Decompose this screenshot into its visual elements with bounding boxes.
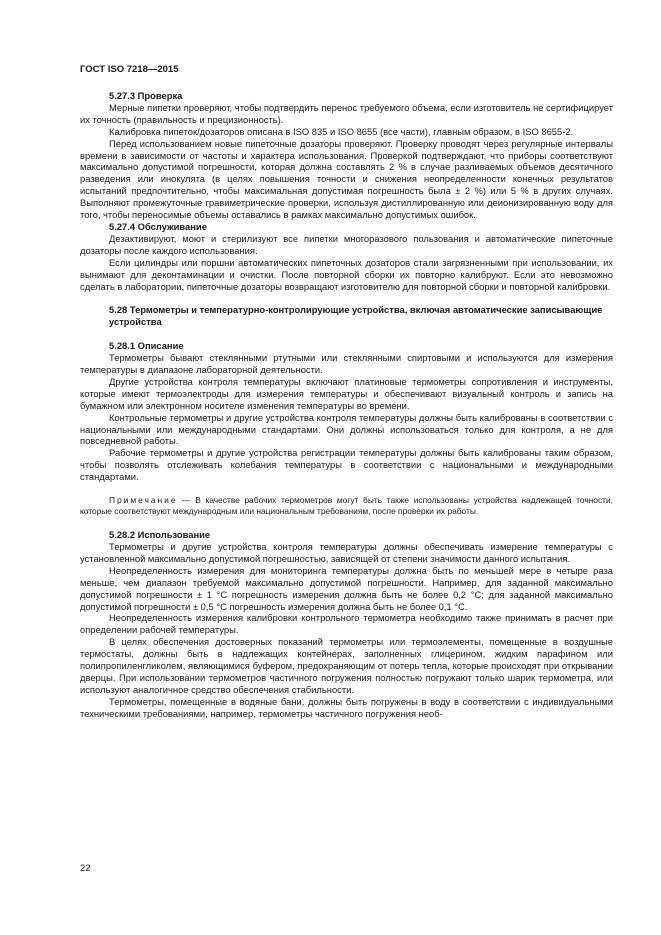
note-label: Примечание: [109, 495, 178, 506]
paragraph: Термометры и другие устройства контроля температуры должны обеспечивать измерение температуры с установленной максимально допустимой погрешностью, зависящей от степени значимости данного испытания.: [80, 541, 613, 564]
spacer: [80, 292, 613, 304]
paragraph: В целях обеспечения достоверных показаний термометры или термоэлементы, помещенные в воздушные термостаты, должны быть в надлежащих контейнерах, заполненных глицерином, жидким парафином или полипропиленгликолем, являющимися буфером, предохраняющим от потерь тепла, которые происходят при открывании дверцы. При использовании термометров частичного погружения полностью погружают только шарик термометра, или используют аналогичное средство обеспечения стабильности.: [80, 636, 613, 695]
paragraph: Неопределенность измерения для мониторинга температуры должна быть по меньшей мере в четыре раза меньше, чем диапазон требуемой максимально допустимой погрешности. Например, для заданной максимально допустимой погрешности ± 1 °С погрешность измерения должна быть не более 0,2 °С; для заданной максимально допустимой погрешности ± 0,5 °С погрешность измерения должна быть не более 0,1 °С.: [80, 564, 613, 612]
paragraph: Другие устройства контроля температуры включают платиновые термометры сопротивления и инструменты, которые имеют термоэлектроды для измерения температуры и обеспечивают визуальный контроль и запись на бумажном или электронном носителе изменения температуры во времени.: [80, 375, 613, 411]
paragraph: Контрольные термометры и другие устройства контроля температуры должны быть калиброваны в соответствии с национальными или международными стандартами. Они должны использоваться только для контроля, а не для повседневной работы.: [80, 411, 613, 447]
section-heading-5-27-3: 5.27.3 Проверка: [109, 90, 183, 101]
section-heading-5-27-4: 5.27.4 Обслуживание: [109, 220, 207, 232]
note-text: — В качестве рабочих термометров могут быть также использованы устройства надлежащей точности, которые соответствуют международным или национальным требованиям, после проверки их работы.: [80, 495, 613, 517]
paragraph: Неопределенность измерения калибровки контрольного термометра необходимо также принимать в расчет при определении рабочей температуры.: [80, 612, 613, 636]
document-header: ГОСТ ISO 7218—2015: [80, 64, 179, 75]
spacer: [80, 328, 613, 340]
section-heading-5-28: 5.28 Термометры и температурно-контролирующие устройства, включая автоматические записывающие устройства: [109, 304, 603, 328]
section-heading-5-28-1: 5.28.1 Описание: [109, 340, 184, 352]
paragraph: Термометры, помещенные в водяные бани, должны быть погружены в воду в соответствии с индивидуальными техническими требованиями, например, термометры частичного погружения необ-: [80, 695, 613, 719]
document-body: [80, 90, 613, 720]
paragraph: Калибровка пипеток/дозаторов описана в ISO 835 и ISO 8655 (все части), главным образом, в ISO 8655-2.: [109, 125, 574, 137]
note: [80, 495, 613, 517]
section-heading-5-28-2: 5.28.2 Использование: [109, 529, 211, 541]
spacer: [80, 517, 613, 529]
page-number: 22: [80, 863, 91, 874]
paragraph: Если цилиндры или поршни автоматических пипеточных дозаторов стали загрязненными при использовании, их вынимают для деконтаминации и очистки. После повторной сборки их повторно калибруют. Если это невозможно сделать в лаборатории, пипеточные дозаторы возвращают изготовителю для повторной сборки и повторной калибровки.: [80, 256, 613, 292]
paragraph: Мерные пипетки проверяют, чтобы подтвердить перенос требуемого объема, если изготовитель не сертифицирует их точность (правильность и прецизионность).: [80, 101, 613, 125]
paragraph: Перед использованием новые пипеточные дозаторы проверяют. Проверку проводят через регулярные интервалы времени в зависимости от частоты и характера использования. Проверкой подтверждают, что приборы соответствуют максимально допустимой погрешности, которая должна составлять 2 % в случае разливаемых объемов десятичного разведения или инокулята (в целях повышения точности и снижения неопределенности конечных результатов испытаний предпочтительно, чтобы максимальная допустимая погрешность была ± 2 %) или 5 % в других случаях. Выполняют промежуточные гравиметрические проверки, используя дистиллированную или деионизированную воду для того, чтобы переносимые объемы оставались в рамках максимально допустимых ошибок.: [80, 137, 613, 221]
paragraph: Дезактивируют, моют и стерилизуют все пипетки многоразового пользования и автоматические пипеточные дозаторы после каждого использования.: [80, 232, 613, 256]
paragraph: Рабочие термометры и другие устройства регистрации температуры должны быть калиброваны таким образом, чтобы позволять отслеживать колебания температуры в соответствии с национальными и международными стандартами.: [80, 447, 613, 483]
spacer: [80, 483, 613, 495]
paragraph: Термометры бывают стеклянными ртутными или стеклянными спиртовыми и используются для измерения температуры в диапазоне лабораторной деятельности.: [80, 352, 613, 376]
